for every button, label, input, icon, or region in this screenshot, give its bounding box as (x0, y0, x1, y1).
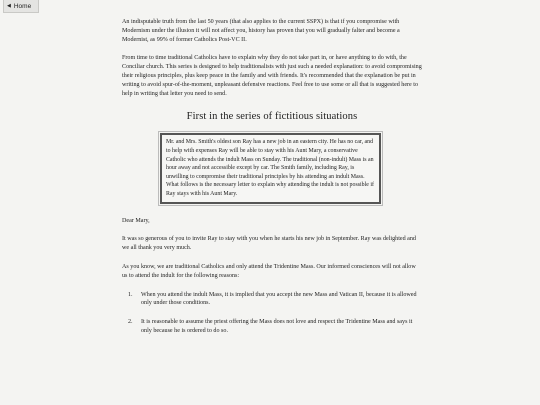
intro-paragraph-1: An indisputable truth from the last 50 years (that also applies to the current SSPX) is that if you compromise with Modernism under the illusion it will not affect you, history has proven that you will gradually falter and become a Modernist, as 99% of former Catholics Post-VC II. (122, 19, 400, 43)
letter-paragraph-1: It was so generous of you to invite Ray to stay with you when he starts his new job in September. Ray was delighted and we all thank you very much. (122, 236, 416, 252)
letter (122, 217, 422, 336)
section-title: First in the series of fictitious situations (186, 111, 358, 123)
scenario-text: Mr. and Mrs. Smith's oldest son Ray has a new job in an eastern city. He has no car, and to help with expenses Ray will be able to stay with his Aunt Mary, a conservative Catholic who attends the indult Mass on Sunday. The traditional (non-indult) Mass is an hour away and not accessible except by car. The Smith family, including Ray, is unwilling to compromise their traditional principles by his attending an indult Mass. What follows is the necessary letter to explain why attending the indult is not possible if Ray stays with his Aunt Mary. (166, 139, 374, 197)
letter-salutation: Dear Mary, (122, 217, 150, 224)
list-item (122, 291, 422, 309)
letter-paragraph-2: As you know, we are traditional Catholics and only attend the Tridentine Mass. Our informed consciences will not allow us to attend the indult for the following reasons: (122, 263, 416, 279)
intro-paragraph-2: From time to time traditional Catholics have to explain why they do not take part in, or have anything to do with, the Conciliar church. This series is designed to help traditionalists with just such a needed explanation: to avoid compromising their religious principles, plus keep peace in the family and with friends. It's recommended that the explanation be put in writing to avoid spur-of-the-moment, unpleasant defensive reactions. Feel free to use some or all that is suggested here to help in writing that letter you need to send. (122, 55, 422, 97)
home-button[interactable] (3, 0, 39, 13)
list-item-number: 2. (128, 319, 133, 326)
home-button-label: Home (13, 2, 32, 10)
scenario-box (160, 133, 381, 203)
list-item-number: 1. (128, 291, 133, 298)
list-item-text: It is reasonable to assume the priest offering the Mass does not love and respect the Tridentine Mass and says it only because he is ordered to do so. (141, 319, 413, 334)
list-item (122, 318, 422, 336)
list-item-text: When you attend the indult Mass, it is implied that you accept the new Mass and Vatican II, because it is allowed only under those conditions. (141, 291, 417, 307)
article-body (122, 18, 422, 346)
reasons-list (122, 291, 422, 336)
left-arrow-icon: ◀ (7, 2, 11, 9)
